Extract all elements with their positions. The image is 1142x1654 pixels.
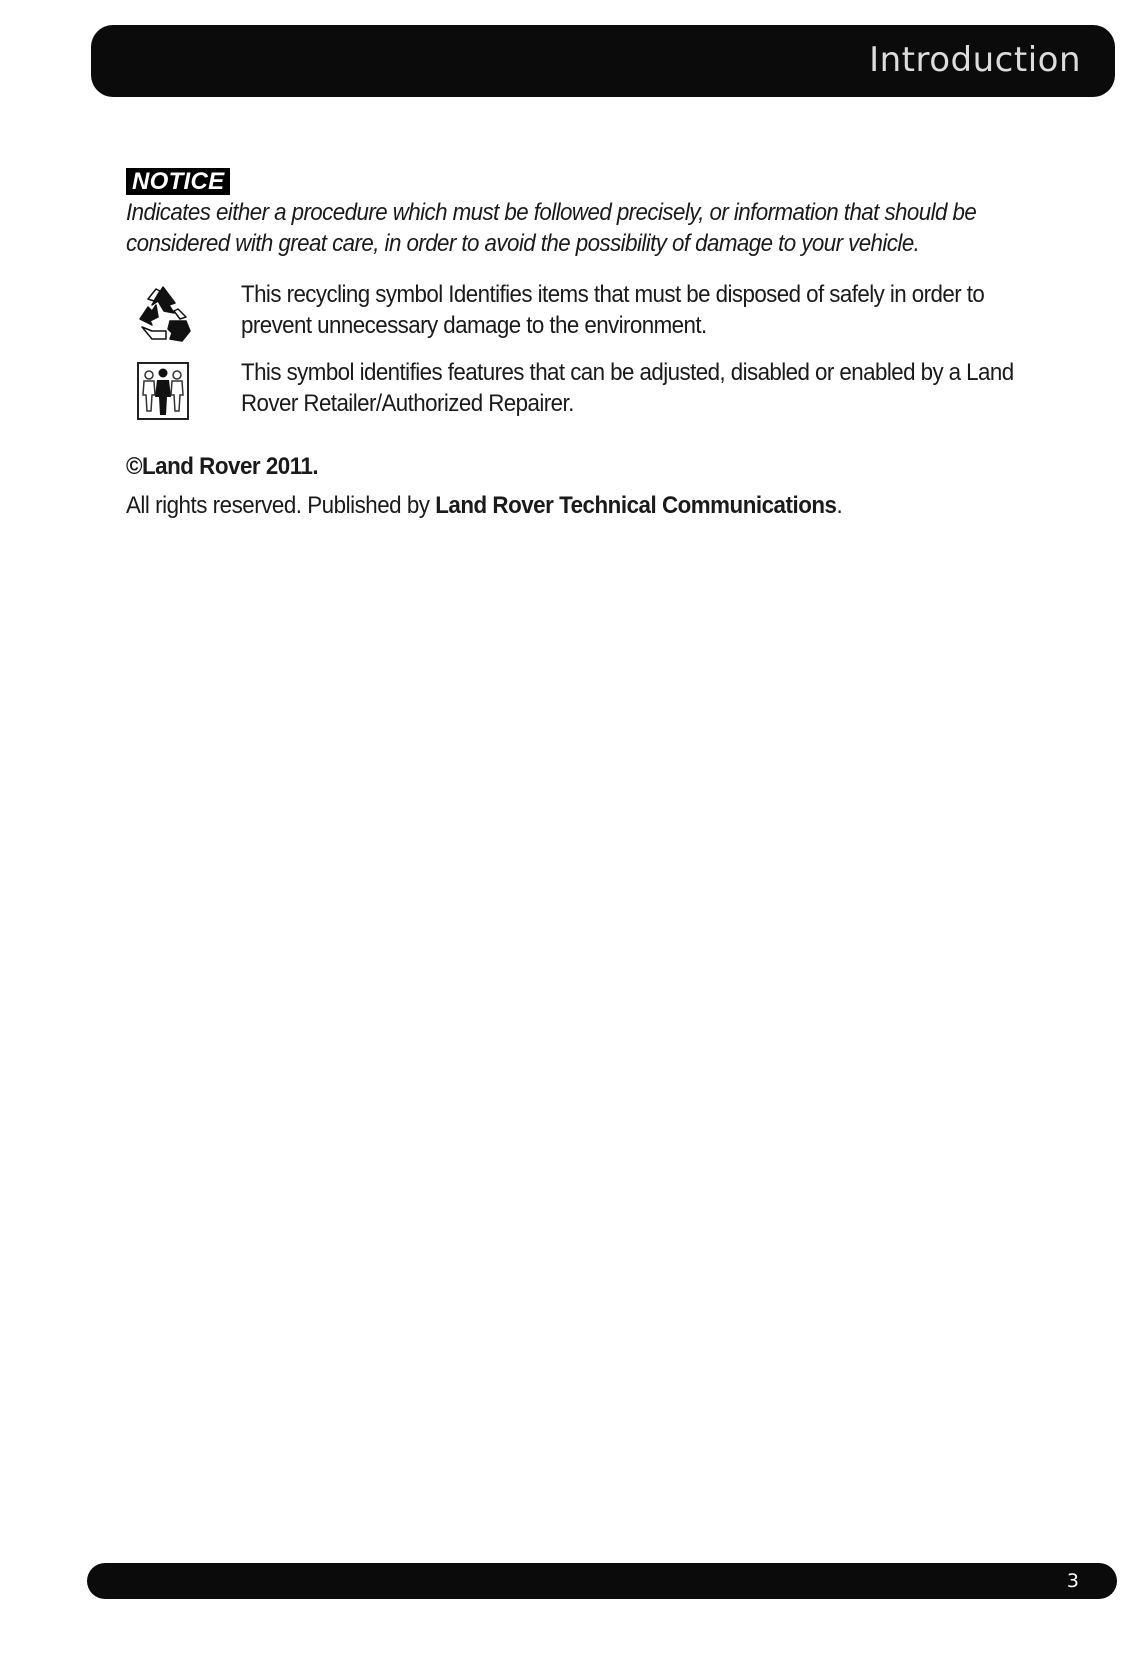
retailer-symbol-row	[126, 357, 1056, 431]
copyright-line: ©Land Rover 2011.	[126, 453, 319, 480]
page-number: 3	[1066, 1570, 1079, 1592]
recycle-symbol-text: This recycling symbol Identifies items that must be disposed of safely in order to prevent unnecessary damage to the environment.	[241, 281, 985, 339]
notice-badge: NOTICE	[126, 168, 230, 195]
rights-suffix: .	[836, 492, 843, 519]
recycle-icon	[130, 281, 196, 347]
page-content	[126, 168, 1056, 521]
page-title: Introduction	[869, 40, 1081, 80]
retailer-adjustable-icon	[130, 359, 196, 425]
publisher-name: Land Rover Technical Communications	[435, 492, 837, 519]
notice-text: Indicates either a procedure which must be followed precisely, or information that should be considered with great care, in order to avoid the possibility of damage to your vehicle.	[126, 199, 977, 257]
rights-prefix: All rights reserved. Published by	[126, 492, 436, 519]
recycle-symbol-row	[126, 279, 1056, 353]
rights-line	[126, 490, 1056, 521]
header-bar	[91, 25, 1115, 97]
retailer-symbol-text: This symbol identifies features that can be adjusted, disabled or enabled by a Land Rover Retailer/Authorized Repairer.	[241, 359, 1014, 417]
notice-block	[126, 168, 1056, 259]
footer-bar	[87, 1563, 1117, 1599]
